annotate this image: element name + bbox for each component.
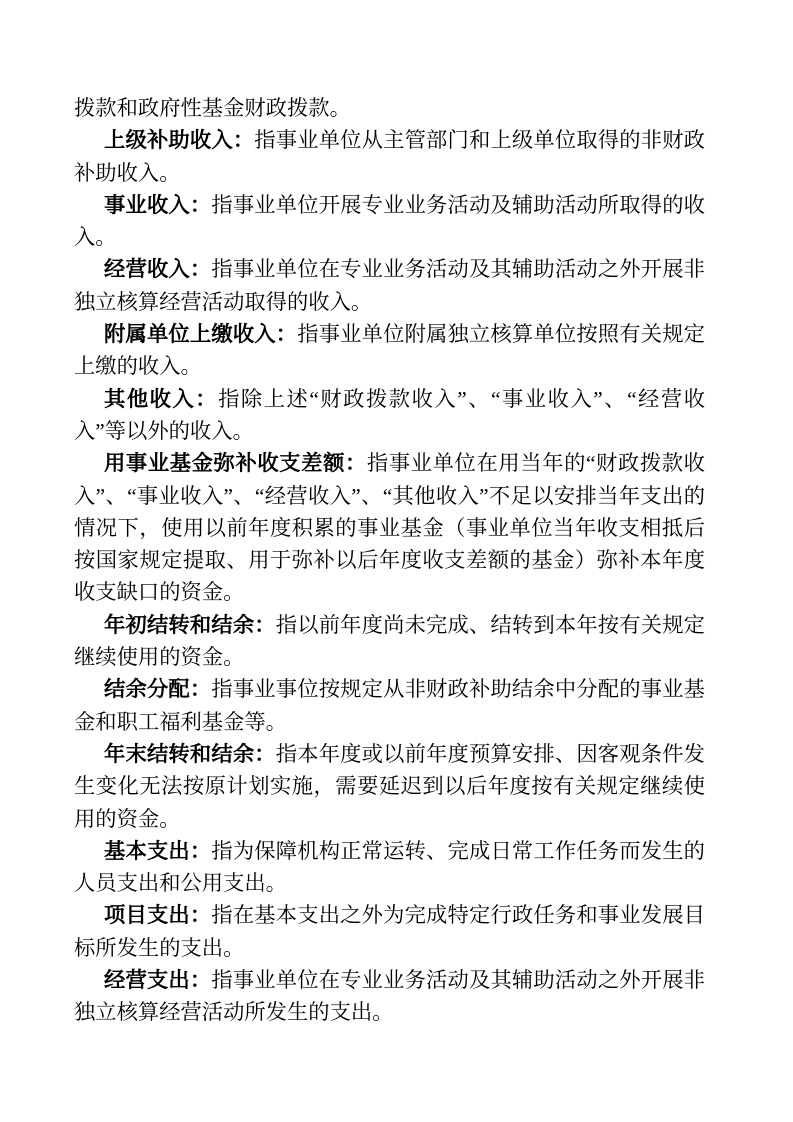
paragraph-text: 指以前年度尚未完成、结转到本年按有关规定继续使用的资金。 bbox=[74, 612, 705, 670]
paragraph-year-end-carryover bbox=[74, 738, 705, 835]
paragraph-text: 指事业单位在专业业务活动及其辅助活动之外开展非独立核算经营活动所发生的支出。 bbox=[74, 968, 705, 1025]
paragraph-text: 指事业事位按规定从非财政补助结余中分配的事业基金和职工福利基金等。 bbox=[74, 677, 705, 734]
paragraph-text: 拨款和政府性基金财政拨款。 bbox=[74, 96, 351, 120]
paragraph-text: 指在基本支出之外为完成特定行政任务和事业发展目标所发生的支出。 bbox=[74, 903, 705, 960]
paragraph-text: 指事业单位开展专业业务活动及辅助活动所取得的收入。 bbox=[74, 192, 705, 250]
term-label: 经营支出： bbox=[104, 968, 212, 993]
term-label: 经营收入： bbox=[104, 257, 212, 282]
term-label: 项目支出： bbox=[104, 903, 212, 928]
paragraph-affiliated-unit-income bbox=[74, 318, 705, 383]
paragraph-business-income bbox=[74, 253, 705, 318]
term-label: 年初结转和结余： bbox=[104, 612, 276, 637]
paragraph-fund-deficit-coverage bbox=[74, 447, 705, 608]
paragraph-text: 指事业单位在专业业务活动及其辅助活动之外开展非独立核算经营活动取得的收入。 bbox=[74, 257, 705, 314]
paragraph-continuation bbox=[74, 92, 705, 124]
paragraph-other-income bbox=[74, 383, 705, 448]
paragraph-text: 指事业单位附属独立核算单位按照有关规定上缴的收入。 bbox=[74, 322, 705, 379]
paragraph-beginning-year-carryover bbox=[74, 609, 705, 674]
term-label: 年末结转和结余： bbox=[104, 741, 276, 766]
paragraph-project-expenditure bbox=[74, 899, 705, 964]
term-label: 附属单位上缴收入： bbox=[104, 322, 298, 347]
paragraph-superior-subsidy-income bbox=[74, 124, 705, 189]
term-label: 事业收入： bbox=[104, 192, 212, 217]
term-label: 上级补助收入： bbox=[104, 128, 255, 153]
paragraph-surplus-distribution bbox=[74, 673, 705, 738]
paragraph-operational-income bbox=[74, 189, 705, 254]
paragraph-text: 指除上述“财政拨款收入”、“事业收入”、“经营收入”等以外的收入。 bbox=[74, 386, 705, 443]
term-label: 结余分配： bbox=[104, 677, 212, 702]
text-content bbox=[74, 92, 705, 1029]
term-label: 基本支出： bbox=[104, 838, 212, 863]
paragraph-text: 指本年度或以前年度预算安排、因客观条件发生变化无法按原计划实施，需要延迟到以后年度按有关规定继续使用的资金。 bbox=[74, 741, 705, 831]
paragraph-text: 指事业单位从主管部门和上级单位取得的非财政补助收入。 bbox=[74, 128, 705, 185]
paragraph-basic-expenditure bbox=[74, 835, 705, 900]
term-label: 其他收入： bbox=[104, 386, 219, 411]
paragraph-text: 指为保障机构正常运转、完成日常工作任务而发生的人员支出和公用支出。 bbox=[74, 838, 705, 896]
paragraph-text: 指事业单位在用当年的“财政拨款收入”、“事业收入”、“经营收入”、“其他收入”不足以安排当年支出的情况下，使用以前年度积累的事业基金（事业单位当年收支相抵后按国家规定提取、用于弥补以后年度收支差额的基金）弥补本年度收支缺口的资金。 bbox=[74, 451, 705, 605]
term-label: 用事业基金弥补收支差额： bbox=[104, 451, 367, 476]
paragraph-business-expenditure bbox=[74, 964, 705, 1029]
